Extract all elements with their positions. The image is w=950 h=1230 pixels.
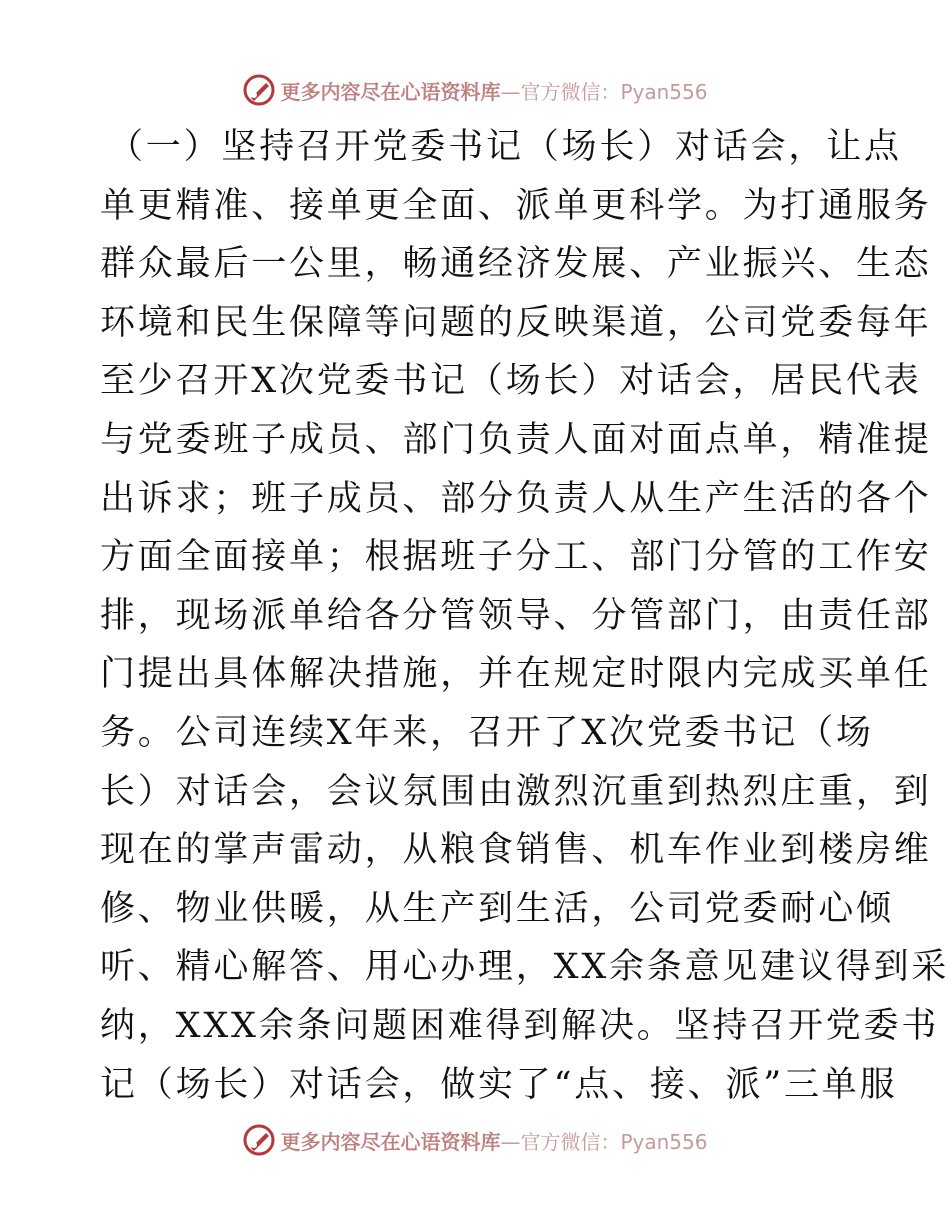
watermark-separator: —: [500, 79, 521, 104]
watermark-wechat: 官方微信：Pyan556: [520, 79, 708, 104]
body-line: 务。公司连续X年来，召开了X次党委书记（场: [100, 712, 874, 753]
watermark-brand: 更多内容尽在心语资料库: [280, 79, 501, 104]
body-line: 纳，XXX余条问题困难得到解决。坚持召开党委书: [100, 1005, 940, 1046]
body-line: 记（场长）对话会，做实了“点、接、派”三单服: [100, 1064, 898, 1105]
header-watermark: [0, 70, 950, 110]
pen-logo-icon: [242, 73, 276, 107]
body-line: 群众最后一公里，畅通经济发展、产业振兴、生态: [100, 244, 932, 285]
document-body: [100, 118, 950, 1114]
body-line: 听、精心解答、用心办理，XX余条意见建议得到采: [100, 947, 950, 988]
footer-watermark: [0, 1120, 950, 1160]
body-line: 单更精准、接单更全面、派单更科学。为打通服务: [100, 185, 932, 226]
watermark-text: [280, 76, 707, 105]
pen-logo-icon: [242, 1123, 276, 1157]
body-line: 修、物业供暖，从生产到生活，公司党委耐心倾: [100, 888, 894, 929]
body-line: 出诉求；班子成员、部分负责人从生产生活的各个: [100, 478, 932, 519]
body-line: 排，现场派单给各分管领导、分管部门，由责任部: [100, 595, 932, 636]
body-line: 长）对话会，会议氛围由激烈沉重到热烈庄重，到: [100, 771, 932, 812]
body-line: 方面全面接单；根据班子分工、部门分管的工作安: [100, 537, 932, 578]
watermark-wechat: 官方微信：Pyan556: [520, 1129, 708, 1154]
body-line: 门提出具体解决措施，并在规定时限内完成买单任: [100, 654, 932, 695]
watermark-separator: —: [500, 1129, 521, 1154]
body-line: 环境和民生保障等问题的反映渠道，公司党委每年: [100, 302, 932, 343]
body-line: 现在的掌声雷动，从粮食销售、机车作业到楼房维: [100, 830, 932, 871]
body-line: 与党委班子成员、部门负责人面对面点单，精准提: [100, 419, 932, 460]
body-line: 至少召开X次党委书记（场长）对话会，居民代表: [100, 361, 922, 402]
body-line: （一）坚持召开党委书记（场长）对话会，让点: [108, 127, 902, 167]
watermark-brand: 更多内容尽在心语资料库: [280, 1129, 501, 1154]
watermark-text: [280, 1126, 707, 1155]
